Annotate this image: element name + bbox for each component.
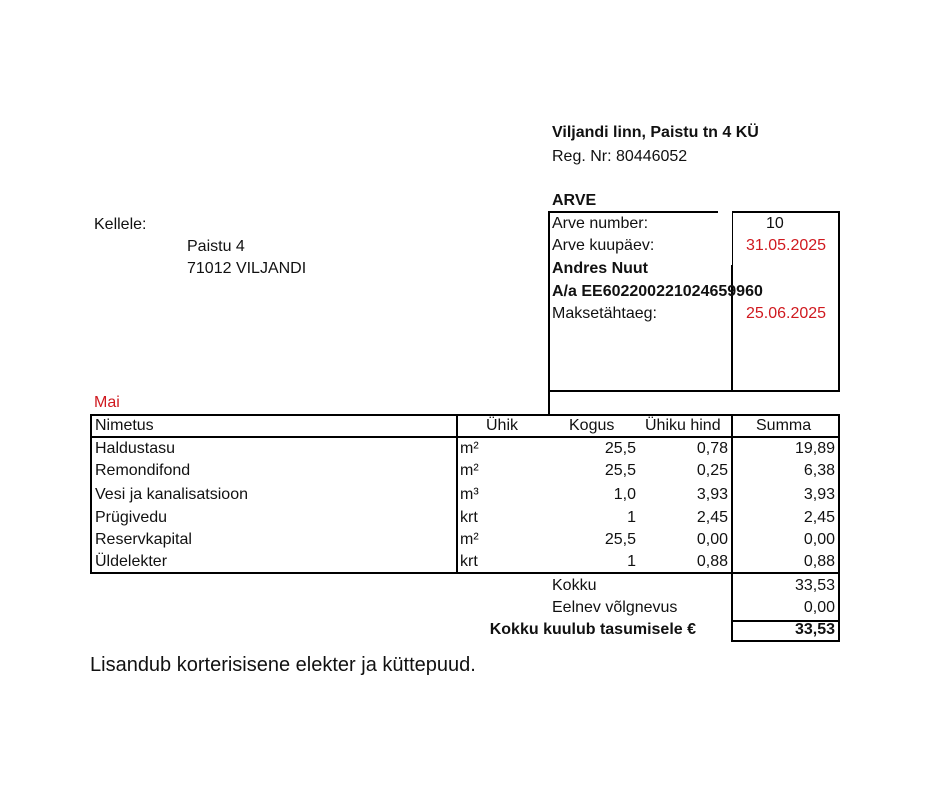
- row-sum: 6,38: [803, 462, 835, 479]
- billing-period: Mai: [94, 394, 120, 411]
- row-quantity: 25,5: [604, 440, 636, 457]
- row-sum: 19,89: [794, 440, 835, 457]
- row-unit: krt: [460, 553, 478, 570]
- recipient-address-line2: 71012 VILJANDI: [187, 260, 307, 277]
- footnote: Lisandub korterisisene elekter ja küttepuud.: [90, 654, 476, 676]
- row-quantity: 25,5: [604, 462, 636, 479]
- row-unit-price: 0,78: [696, 440, 728, 457]
- header-unit: Ühik: [486, 417, 519, 434]
- row-unit-price: 3,93: [696, 486, 728, 503]
- row-unit: m²: [460, 440, 479, 457]
- bank-account: A/a EE602200221024659960: [552, 283, 763, 300]
- row-quantity: 1: [627, 553, 636, 570]
- header-quantity: Kogus: [569, 417, 615, 434]
- row-sum: 0,00: [803, 531, 835, 548]
- row-unit: krt: [460, 509, 478, 526]
- total-value: 33,53: [794, 577, 835, 594]
- due-date-value: 25.06.2025: [746, 305, 827, 322]
- invoice-date-value: 31.05.2025: [746, 237, 827, 254]
- payer-name: Andres Nuut: [552, 260, 648, 277]
- header-unit-price: Ühiku hind: [645, 417, 721, 434]
- row-unit: m³: [460, 486, 479, 503]
- invoice-date-label: Arve kuupäev:: [552, 237, 655, 254]
- header-name: Nimetus: [95, 417, 154, 434]
- row-quantity: 1: [627, 509, 636, 526]
- row-unit-price: 2,45: [696, 509, 728, 526]
- total-label: Kokku: [552, 577, 597, 594]
- invoice-number-value: 10: [766, 215, 784, 232]
- amount-due-value: 33,53: [794, 621, 835, 638]
- row-name: Haldustasu: [95, 440, 176, 457]
- company-name: Viljandi linn, Paistu tn 4 KÜ: [552, 124, 759, 141]
- row-unit: m²: [460, 531, 479, 548]
- row-name: Üldelekter: [95, 553, 168, 570]
- amount-due-label: Kokku kuulub tasumisele €: [489, 621, 696, 638]
- row-quantity: 1,0: [613, 486, 636, 503]
- row-sum: 3,93: [803, 486, 835, 503]
- row-unit-price: 0,00: [696, 531, 728, 548]
- row-unit: m²: [460, 462, 479, 479]
- row-name: Vesi ja kanalisatsioon: [95, 486, 248, 503]
- row-name: Remondifond: [95, 462, 191, 479]
- company-reg-number: Reg. Nr: 80446052: [552, 148, 688, 165]
- recipient-label: Kellele:: [94, 216, 147, 233]
- header-sum: Summa: [756, 417, 812, 434]
- row-name: Prügivedu: [95, 509, 168, 526]
- row-name: Reservkapital: [95, 531, 192, 548]
- due-date-label: Maksetähtaeg:: [552, 305, 657, 322]
- previous-debt-label: Eelnev võlgnevus: [552, 599, 678, 616]
- invoice-title: ARVE: [552, 192, 597, 209]
- row-unit-price: 0,25: [696, 462, 728, 479]
- invoice-number-label: Arve number:: [552, 215, 649, 232]
- row-sum: 2,45: [803, 509, 835, 526]
- recipient-address-line1: Paistu 4: [187, 238, 245, 255]
- previous-debt-value: 0,00: [803, 599, 835, 616]
- row-sum: 0,88: [803, 553, 835, 570]
- row-quantity: 25,5: [604, 531, 636, 548]
- row-unit-price: 0,88: [696, 553, 728, 570]
